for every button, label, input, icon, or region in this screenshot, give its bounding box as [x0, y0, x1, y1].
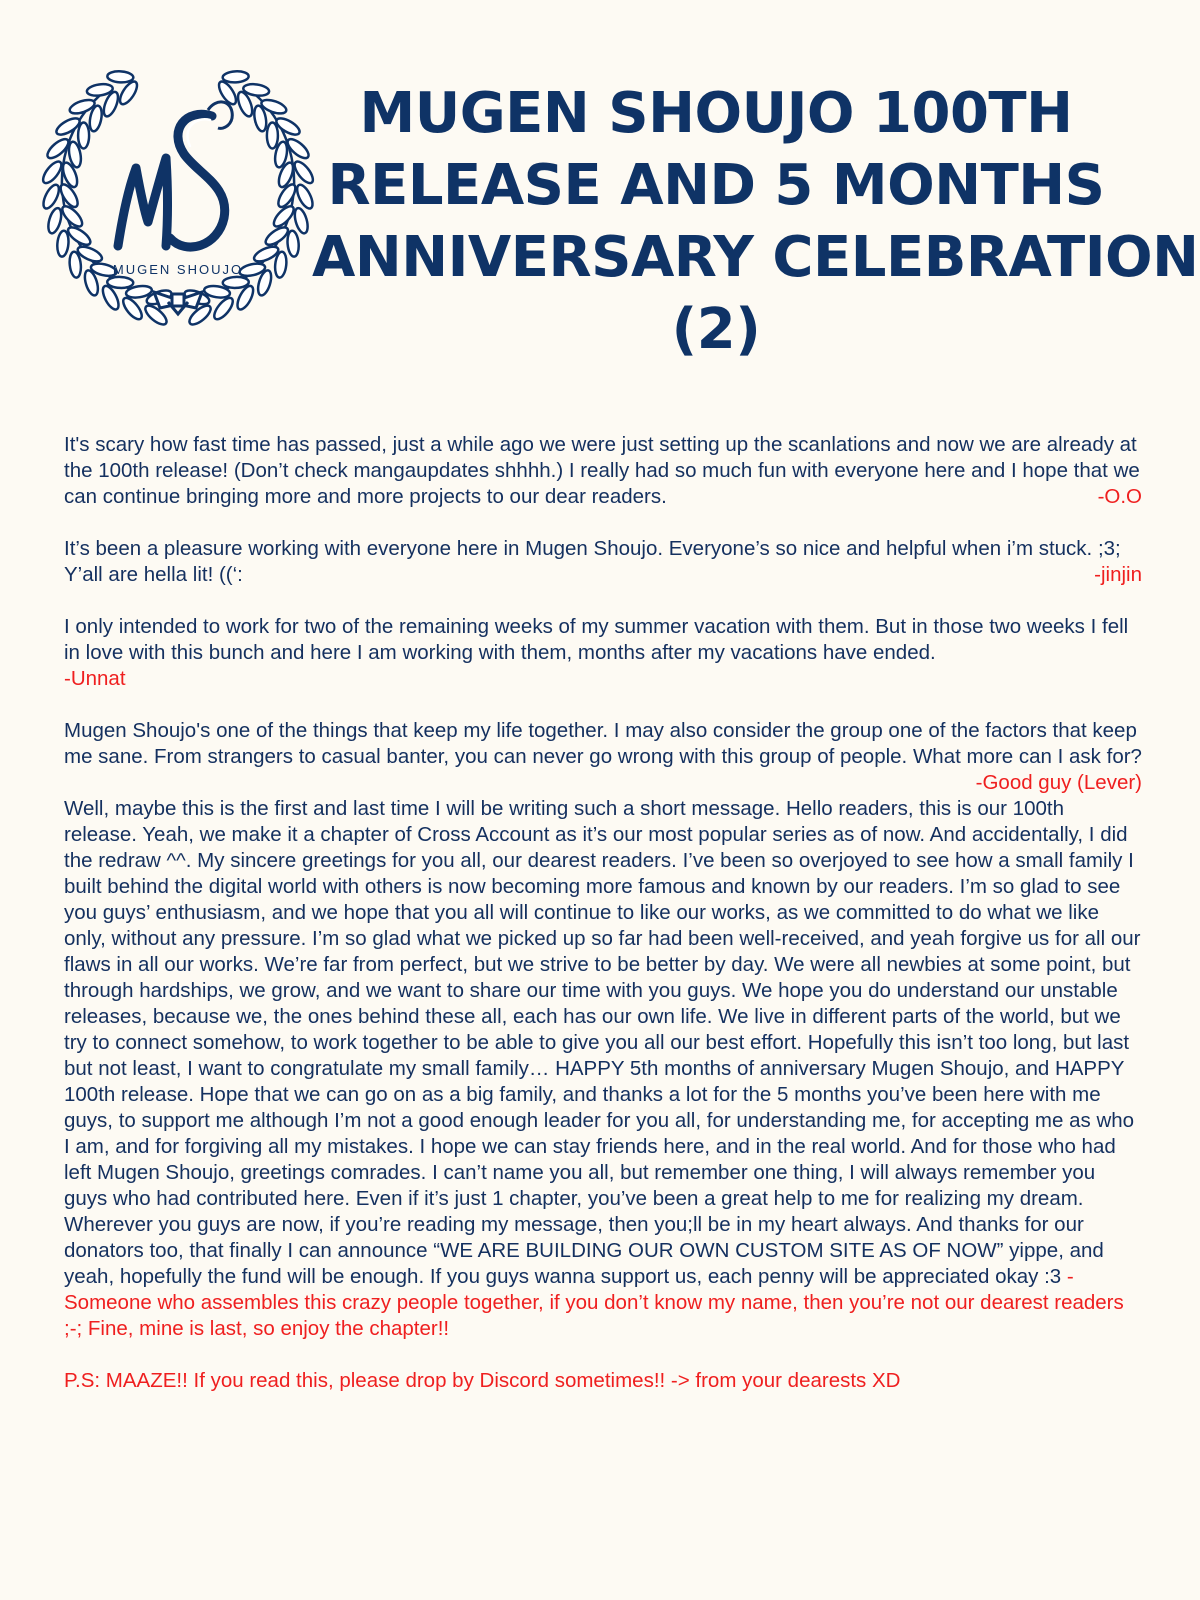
title-line: (2)	[671, 297, 761, 362]
laurel-leaf-icon	[286, 230, 299, 257]
message-text: I only intended to work for two of the remaining weeks of my summer vacation with them. But in those two weeks I fell in love with this bunch and here I am working with them, months after my vacations have ended.	[64, 615, 1129, 664]
laurel-leaf-icon	[40, 183, 62, 211]
messages	[64, 432, 1142, 1394]
message-unnat	[64, 614, 1142, 692]
page-title	[312, 78, 1199, 366]
laurel-leaf-icon	[107, 276, 133, 288]
laurel-leaf-icon	[78, 123, 89, 149]
message-signature: -Good guy (Lever)	[975, 771, 1142, 794]
monogram-s-icon	[170, 114, 225, 247]
message-signature: -Unnat	[64, 667, 126, 690]
message-jinjin	[64, 536, 1142, 588]
laurel-wreath-logo	[36, 50, 320, 330]
message-text: It's scary how fast time has passed, just a while ago we were just setting up the scanlations and now we are already at the 100th release! (Don’t check mangaupdates shhhh.) I really had so much fun with everyone here and I hope that we can continue bringing more and more projects to our dear readers.	[64, 433, 1140, 508]
laurel-leaf-icon	[120, 295, 145, 322]
postscript: P.S: MAAZE!! If you read this, please drop by Discord sometimes!! -> from your dearests XD	[64, 1369, 901, 1392]
laurel-wreath-icon	[40, 71, 316, 328]
message-text: Mugen Shoujo's one of the things that keep my life together. I may also consider the group one of the factors that keep me sane. From strangers to casual banter, you can never go wrong with this group of people. What more can I ask for?	[64, 719, 1142, 768]
laurel-leaf-icon	[222, 71, 249, 83]
title-line: RELEASE AND 5 MONTHS	[327, 153, 1105, 218]
laurel-leaf-icon	[292, 207, 310, 235]
message-text: Well, maybe this is the first and last time I will be writing such a short message. Hello readers, this is our 100th release. Yeah, we make it a chapter of Cross Account as it’s our most popular series as of now. And accidentally, I did the redraw ^^. My sincere greetings for you all, our dearest readers. I’ve been so overjoyed to see how a small family I built behind the digital world with others is now becoming more famous and known by our readers. I’m so glad to see you guys’ enthusiasm, and we hope that you all will continue to like our works, as we committed to do what we like only, without any pressure. I’m so glad what we picked up so far had been well-received, and yeah forgive us for all our flaws in all our works. We’re far from perfect, but we strive to be better by day. We were all newbies at some point, but through hardships, we grow, and we want to share our time with you guys. We hope you do understand our unstable releases, because we, the ones behind these all, each has our own life. We live in different parts of the world, but we try to connect somehow, to work together to be able to give you all our best effort. Hopefully this isn’t too long, but last but not least, I want to congratulate my small family… HAPPY 5th months of anniversary Mugen Shoujo, and HAPPY 100th release. Hope that we can go on as a big family, and thanks a lot for the 5 months you’ve been here with me guys, to support me although I’m not a good enough leader for you all, for understanding me, for accepting me as who I am, and for forgiving all my mistakes. I hope we can stay friends here, and in the real world. And for those who had left Mugen Shoujo, greetings comrades. I can’t name you all, but remember one thing, I will always remember you guys who had contributed here. Even if it’s just 1 chapter, you’ve been a great help to me for realizing my dream. Wherever you guys are now, if you’re reading my message, then you;ll be in my heart always. And thanks for our donators too, that finally I can announce “WE ARE BUILDING OUR OWN CUSTOM SITE AS OF NOW” yippe, and yeah, hopefully the fund will be enough. If you guys wanna support us, each penny will be appreciated okay :3	[64, 797, 1141, 1288]
title-line: MUGEN SHOUJO 100TH	[359, 81, 1073, 146]
laurel-leaf-icon	[46, 207, 64, 235]
message-leader	[64, 796, 1142, 1342]
monogram-m-icon	[118, 158, 168, 246]
message-signature: -O.O	[1097, 485, 1142, 508]
laurel-leaf-icon	[56, 230, 69, 257]
laurel-leaf-icon	[107, 71, 134, 83]
message-signature: -Someone who assembles this crazy people together, if you don’t know my name, then you’re not our dearest readers ;-; Fine, mine is last, so enjoy the chapter!!	[64, 1265, 1124, 1340]
message-lever	[64, 718, 1142, 794]
message-oo	[64, 432, 1142, 510]
title-line: ANNIVERSARY CELEBRATION	[312, 225, 1199, 290]
mugen-shoujo-logo	[36, 50, 320, 330]
laurel-leaf-icon	[267, 123, 278, 149]
laurel-leaf-icon	[211, 295, 236, 322]
logo-name: MUGEN SHOUJO	[112, 262, 244, 277]
message-text: It’s been a pleasure working with everyone here in Mugen Shoujo. Everyone’s so nice and helpful when i’m stuck. ;3; Y’all are hella lit! ((‘:	[64, 537, 1121, 586]
message-signature: -jinjin	[1094, 563, 1142, 586]
laurel-leaf-icon	[223, 276, 249, 288]
